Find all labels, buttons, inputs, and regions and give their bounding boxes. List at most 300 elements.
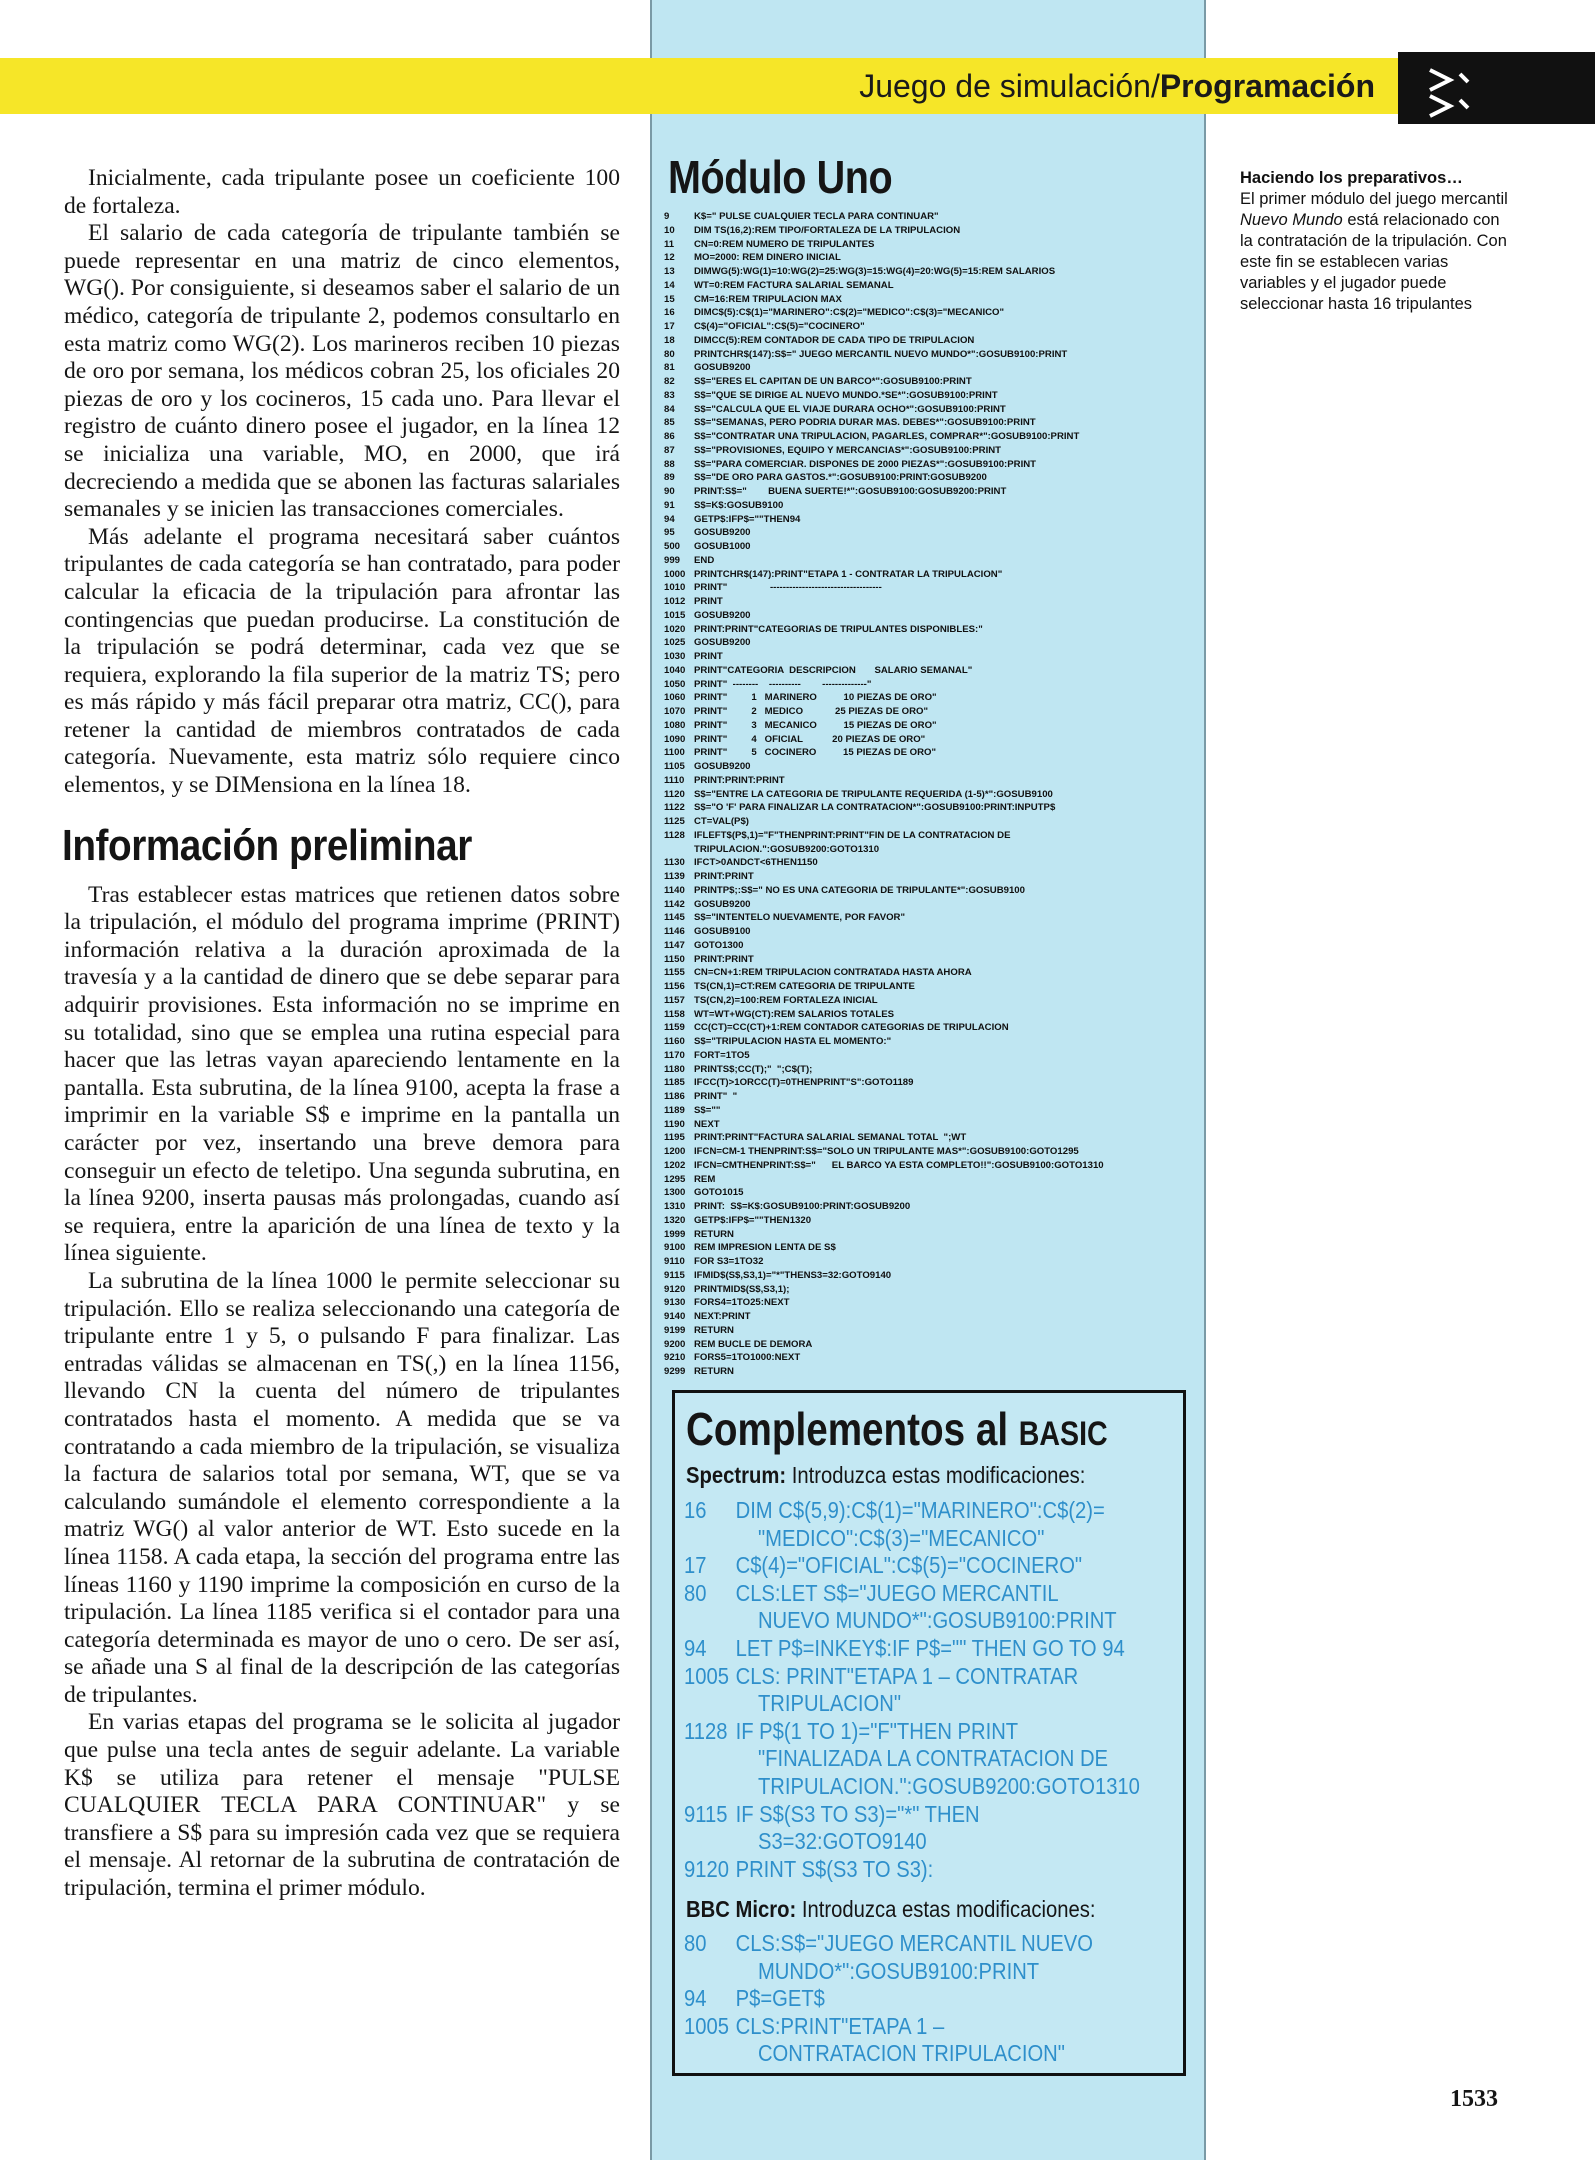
- code-line-text: S$="INTENTELO NUEVAMENTE, POR FAVOR": [694, 912, 906, 924]
- code-line: [664, 1255, 1204, 1269]
- code-line: [664, 884, 1204, 898]
- complement-code-line: [684, 1690, 901, 1718]
- code-line-number: 14: [664, 279, 675, 291]
- code-line-number: 87: [664, 444, 675, 456]
- code-line: [664, 595, 1204, 609]
- code-line: [664, 1131, 1204, 1145]
- code-line-number: 1300: [664, 1187, 686, 1199]
- code-line-text: S$="SEMANAS, PERO PODRIA DURAR MAS. DEBES*":GOSUB9100:PRINT: [694, 417, 1036, 429]
- code-line: [664, 1035, 1204, 1049]
- code-line-text: C$(4)="OFICIAL":C$(5)="COCINERO": [694, 321, 865, 332]
- code-line-number: 1145: [664, 912, 685, 924]
- complement-line-text: TRIPULACION": [757, 1690, 902, 1717]
- code-line: [664, 1214, 1204, 1228]
- panel-right-rule: [1204, 0, 1206, 2160]
- code-line: [664, 691, 1204, 705]
- code-line: [664, 760, 1204, 774]
- code-line-number: 81: [664, 362, 675, 374]
- code-line-text: FORS5=1TO1000:NEXT: [694, 1352, 801, 1364]
- code-line-number: 1012: [664, 596, 686, 607]
- code-line-text: WT=WT+WG(CT):REM SALARIOS TOTALES: [694, 1008, 895, 1020]
- code-line-number: 1105: [664, 761, 685, 772]
- code-line-number: 1170: [664, 1049, 685, 1061]
- code-line: [664, 1008, 1204, 1022]
- code-line-text: S$="": [694, 1104, 721, 1116]
- code-line: [664, 210, 1204, 224]
- code-line-number: 9: [664, 211, 670, 222]
- code-line-text: GOSUB9200: [694, 527, 751, 539]
- code-line-number: 1050: [664, 678, 686, 690]
- code-line: [664, 829, 1204, 843]
- code-line-number: 1310: [664, 1201, 686, 1212]
- code-line: [664, 1283, 1204, 1297]
- code-line-number: 1020: [664, 623, 686, 635]
- code-line-text: PRINTCHR$(147):PRINT"ETAPA 1 - CONTRATAR LA TRIPULACION": [694, 568, 1003, 580]
- complement-line-number: 80: [684, 1579, 707, 1606]
- code-line-text: GOTO1015: [694, 1187, 744, 1199]
- header-topic: Programación: [1159, 68, 1375, 104]
- code-line-text: GOSUB9200: [694, 637, 751, 649]
- code-line: [664, 1159, 1204, 1173]
- code-line: [664, 1118, 1204, 1132]
- code-line-text: GOSUB9200: [694, 761, 751, 772]
- code-line: [664, 1351, 1204, 1365]
- code-line-text: CM=16:REM TRIPULACION MAX: [694, 293, 842, 305]
- code-line: [664, 623, 1204, 637]
- complement-line-number: 9115: [684, 1800, 728, 1827]
- code-line-text: GOSUB9200: [694, 609, 751, 621]
- code-line-number: 1146: [664, 926, 685, 937]
- code-line-text: PRINT:PRINT: [694, 953, 754, 965]
- complement-code-line: [684, 1745, 1108, 1773]
- code-line: [664, 224, 1204, 238]
- code-line-text: IFCN=CM-1 THENPRINT:S$="SOLO UN TRIPULANTE MAS*":GOSUB9100:GOTO1295: [694, 1146, 1079, 1157]
- code-line: [664, 1296, 1204, 1310]
- code-line-number: 1195: [664, 1132, 685, 1144]
- code-line: [664, 1365, 1204, 1379]
- code-line: [664, 1228, 1204, 1242]
- code-line-number: 1122: [664, 802, 685, 814]
- complement-code-line: [684, 1856, 933, 1884]
- code-line: [664, 788, 1204, 802]
- code-line-text: IFMID$(S$,S3,1)="*"THENS3=32:GOTO9140: [694, 1269, 892, 1281]
- code-line-text: PRINTMID$(S$,S3,1);: [694, 1283, 790, 1295]
- code-line: [664, 705, 1204, 719]
- complement-line-number: 1005: [684, 2012, 729, 2039]
- article-paragraph: En varias etapas del programa se le solicita al jugador que pulse una tecla antes de seguir adelante. La variable K$ se utiliza para retener el mensaje "PULSE CUALQUIER TECLA PARA CONTINUAR" y se transfiere a S$ para su impresión cada vez que se requiera el mensaje. Al retornar de la subrutina de contratación de tripulación, termina el primer módulo.: [64, 1709, 620, 1902]
- code-line: [664, 568, 1204, 582]
- complement-line-text: S3=32:GOTO9140: [757, 1828, 927, 1855]
- complement-line-text: IF S$(S3 TO S3)="*" THEN: [735, 1800, 980, 1827]
- code-line-number: 11: [664, 238, 675, 250]
- article-paragraph: La subrutina de la línea 1000 le permite seleccionar su tripulación. Ello se realiza seleccionando una categoría de tripulante entre 1 y 5, o pulsando F para finalizar. Las entradas válidas se almacenan en TS(,) en la línea 1156, llevando CN la cuenta del número de tripulantes contratados hasta el momento. A medida que se va contratando a cada miembro de la tripulación, se visualiza la factura de salarios total por semana, WT, que se va calculando sumándole el elemento correspondiente a la matriz WG() al valor anterior de WT. Esto sucede en la línea 1158. A cada etapa, la sección del programa entre las líneas 1160 y 1190 imprime la composición en curso de la tripulación. La línea 1185 verifica si el contador para una categoría determinada es mayor de uno o cero. De ser así, se añade una S al final de la descripción de las categorías de tripulantes.: [64, 1267, 620, 1708]
- caption-title: Haciendo los preparativos…: [1240, 169, 1463, 187]
- code-line-number: 1159: [664, 1022, 685, 1034]
- code-line: [664, 389, 1204, 403]
- code-line-number: 1070: [664, 706, 686, 717]
- code-line: [664, 1186, 1204, 1200]
- code-line-number: 1040: [664, 664, 686, 676]
- complement-code-line: [684, 1930, 1093, 1958]
- caption-text: El primer módulo del juego mercantil: [1240, 190, 1508, 208]
- code-line-text: PRINT" 4 OFICIAL 20 PIEZAS DE ORO": [694, 733, 926, 745]
- code-line: [664, 678, 1204, 692]
- code-line: [664, 636, 1204, 650]
- code-line: [664, 1090, 1204, 1104]
- complement-line-number: 94: [684, 1635, 707, 1661]
- article-paragraph: El salario de cada categoría de tripulante también se puede representar en una matriz de cinco elementos, WG(). Por consiguiente, si deseamos saber el salario de un médico, categoría de tripulante 2, podemos consultarlo en esta matriz como WG(2). Los marineros reciben 10 piezas de oro por semana, los médicos cobran 25, los oficiales 20 piezas de oro y los cocineros, 15 cada uno. Para llevar el registro de cuánto dinero posee el jugador, en la línea 12 se inicializa una variable, MO, en 2000, que irá decreciendo a medida que se abonen las facturas salariales semanales y se inicien las transacciones comerciales.: [64, 220, 620, 523]
- code-line: [664, 293, 1204, 307]
- code-line-number: 1295: [664, 1173, 686, 1185]
- complement-line-text: CLS:PRINT"ETAPA 1 –: [735, 2012, 945, 2039]
- code-line-text: DIM TS(16,2):REM TIPO/FORTALEZA DE LA TRIPULACION: [694, 224, 961, 236]
- code-line: [664, 774, 1204, 788]
- code-line-text: PRINTS$;CC(T);" ";C$(T);: [694, 1063, 813, 1075]
- bbc-instruction: Introduzca estas modificaciones:: [796, 1896, 1096, 1922]
- code-line-number: 1110: [664, 774, 685, 786]
- code-line: [664, 980, 1204, 994]
- complement-line-text: "MEDICO":C$(3)="MECANICO": [757, 1524, 1045, 1551]
- header-title: [859, 68, 1375, 105]
- code-line-text: TS(CN,1)=CT:REM CATEGORIA DE TRIPULANTE: [694, 981, 915, 992]
- code-line-text: S$="QUE SE DIRIGE AL NUEVO MUNDO.*SE*":GOSUB9100:PRINT: [694, 389, 998, 401]
- code-line-number: 1000: [664, 568, 686, 580]
- code-line-text: FORS4=1TO25:NEXT: [694, 1297, 790, 1309]
- complement-code-line: [684, 1580, 1059, 1608]
- code-line-text: PRINT" -----------------------------------: [694, 582, 882, 594]
- article-paragraph: Tras establecer estas matrices que retienen datos sobre la tripulación, el módulo del programa imprime (PRINT) información relativa a la duración aproximada de la travesía y a la cantidad de dinero que se debe separar para adquirir provisiones. Esta información no se imprime en su totalidad, sino que se emplea una rutina especial para hacer que las letras vayan apareciendo lentamente en la pantalla. Esta subrutina, de la línea 9100, acepta la frase a imprimir en la variable S$ e imprime en la pantalla un carácter por vez, insertando una breve demora para conseguir un efecto de teletipo. Una segunda subrutina, en la línea 9200, inserta pausas más prolongadas, cuando así se requiera, entre la aparición de una línea de texto y la línea siguiente.: [64, 881, 620, 1267]
- code-line-text: GETP$:IFP$=""THEN1320: [694, 1214, 812, 1226]
- code-line: [664, 1269, 1204, 1283]
- complement-line-text: IF P$(1 TO 1)="F"THEN PRINT: [735, 1717, 1019, 1744]
- complement-code-line: [684, 1525, 1044, 1553]
- complement-line-number: 1128: [684, 1717, 728, 1744]
- code-line: [664, 430, 1204, 444]
- complements-title-basic: BASIC: [1018, 1415, 1108, 1453]
- complement-code-line: [684, 1607, 1117, 1635]
- code-line-text: S$="ENTRE LA CATEGORIA DE TRIPULANTE REQUERIDA (1-5)*":GOSUB9100: [694, 788, 1053, 800]
- code-line-number: 16: [664, 307, 675, 319]
- code-line: [664, 444, 1204, 458]
- code-line-number: 1200: [664, 1146, 686, 1157]
- code-line-number: 1010: [664, 582, 686, 594]
- code-line-text: END: [694, 554, 715, 566]
- code-line: [664, 375, 1204, 389]
- code-line-text: CN=0:REM NUMERO DE TRIPULANTES: [694, 238, 875, 250]
- code-line-text: DIMC$(5):C$(1)="MARINERO":C$(2)="MEDICO":C$(3)="MECANICO": [694, 307, 1005, 319]
- code-line: [664, 911, 1204, 925]
- code-line-number: 1139: [664, 871, 685, 882]
- code-line-number: 95: [664, 527, 675, 539]
- code-line: [664, 870, 1204, 884]
- code-line: [664, 306, 1204, 320]
- caption-text-end: está relacionado con la contratación de la tripulación. Con este fin se establecen varias variables y el jugador puede seleccionar hasta 16 tripulantes: [1240, 211, 1507, 313]
- sidebar-caption: [1240, 168, 1510, 315]
- code-line-text: CT=VAL(P$): [694, 816, 749, 827]
- complement-line-text: LET P$=INKEY$:IF P$="" THEN GO TO 94: [735, 1635, 1125, 1661]
- code-line-number: 9210: [664, 1352, 686, 1364]
- code-line: [664, 485, 1204, 499]
- code-line-number: 15: [664, 293, 675, 305]
- code-line-number: 1025: [664, 637, 686, 649]
- header-section: Juego de simulación/: [859, 68, 1160, 104]
- code-line-number: 10: [664, 224, 675, 236]
- program-listing: [664, 210, 1204, 1379]
- code-line: [664, 1338, 1204, 1352]
- spectrum-heading: [686, 1462, 1085, 1489]
- code-line-number: 9120: [664, 1283, 686, 1295]
- code-line-number: 82: [664, 376, 675, 387]
- complement-line-text: C$(4)="OFICIAL":C$(5)="COCINERO": [735, 1552, 1083, 1579]
- complement-code-line: [684, 1985, 825, 2013]
- code-line-number: 9115: [664, 1269, 685, 1281]
- code-line-text: GOSUB9200: [694, 362, 751, 374]
- code-line-text: PRINT:S$=" BUENA SUERTE!*":GOSUB9100:GOSUB9200:PRINT: [694, 486, 1007, 497]
- code-line: [664, 279, 1204, 293]
- code-line-text: PRINT:PRINT: [694, 871, 754, 882]
- code-line: [664, 733, 1204, 747]
- code-line-number: 80: [664, 348, 675, 360]
- code-line: [664, 953, 1204, 967]
- code-line: [664, 320, 1204, 334]
- complement-code-line: [684, 1828, 927, 1856]
- code-line: [664, 719, 1204, 733]
- code-line-number: 12: [664, 252, 675, 264]
- code-line-number: 90: [664, 486, 675, 497]
- code-line-number: 1155: [664, 967, 685, 979]
- code-line: [664, 664, 1204, 678]
- complement-code-line: [684, 1958, 1039, 1986]
- code-line: [664, 554, 1204, 568]
- code-line: [664, 843, 1204, 857]
- code-line: [664, 609, 1204, 623]
- code-line-number: 1130: [664, 857, 685, 869]
- article-paragraph: Inicialmente, cada tripulante posee un coeficiente 100 de fortaleza.: [64, 165, 620, 219]
- code-line: [664, 966, 1204, 980]
- code-line-text: PRINT: [694, 651, 723, 662]
- code-line-number: 1060: [664, 692, 686, 704]
- series-logo-icon: [1420, 62, 1478, 120]
- article-paragraph: Más adelante el programa necesitará saber cuántos tripulantes de cada categoría se han contratado, para poder calcular la eficacia de la tripulación para afrontar las contingencias que puedan producirse. La constitución de la tripulación se podrá determinar, cada vez que se requiera, explorando la fila superior de la matriz TS; pero es más rápido y más fácil preparar otra matriz, CC(), para retener la cantidad de miembros contratados de cada categoría. Nuevamente, esta matriz sólo requiere cinco elementos, y se DIMensiona en la línea 18.: [64, 523, 620, 799]
- code-line-text: K$=" PULSE CUALQUIER TECLA PARA CONTINUAR": [694, 211, 939, 222]
- code-line-text: IFCT>0ANDCT<6THEN1150: [694, 857, 818, 869]
- code-line-number: 1140: [664, 884, 685, 896]
- code-line-number: 9130: [664, 1297, 686, 1309]
- code-line: [664, 815, 1204, 829]
- code-line-number: 13: [664, 266, 675, 277]
- code-line-text: PRINT"CATEGORIA DESCRIPCION SALARIO SEMANAL": [694, 664, 973, 676]
- code-line-number: 84: [664, 403, 675, 415]
- code-line-text: PRINT:PRINT"CATEGORIAS DE TRIPULANTES DISPONIBLES:": [694, 623, 983, 635]
- code-line-number: 18: [664, 334, 675, 346]
- complement-code-line: [684, 1635, 1125, 1663]
- code-line-number: 500: [664, 541, 681, 552]
- code-line: [664, 1241, 1204, 1255]
- code-line-text: CN=CN+1:REM TRIPULACION CONTRATADA HASTA AHORA: [694, 967, 972, 979]
- code-line: [664, 1310, 1204, 1324]
- code-line-text: TRIPULACION.":GOSUB9200:GOTO1310: [694, 843, 880, 855]
- code-line-text: TS(CN,2)=100:REM FORTALEZA INICIAL: [694, 994, 878, 1006]
- code-line: [664, 513, 1204, 527]
- spectrum-instruction: Introduzca estas modificaciones:: [786, 1462, 1086, 1488]
- code-line-number: 1189: [664, 1104, 685, 1116]
- bbc-label: BBC Micro:: [686, 1896, 797, 1922]
- code-line-number: 9200: [664, 1338, 686, 1350]
- complement-line-text: MUNDO*":GOSUB9100:PRINT: [757, 1957, 1040, 1984]
- code-line-text: IFLEFT$(P$,1)="F"THENPRINT:PRINT"FIN DE LA CONTRATACION DE: [694, 829, 1011, 841]
- code-line-number: 1150: [664, 953, 685, 965]
- code-line: [664, 416, 1204, 430]
- code-line-number: 9140: [664, 1311, 686, 1322]
- code-line: [664, 334, 1204, 348]
- complement-line-text: CLS:LET S$="JUEGO MERCANTIL: [735, 1579, 1059, 1606]
- code-line-text: PRINT: [694, 596, 723, 607]
- code-line-number: 1156: [664, 981, 685, 992]
- complement-line-text: CLS:S$="JUEGO MERCANTIL NUEVO: [735, 1930, 1093, 1956]
- code-line-number: 86: [664, 431, 675, 442]
- code-line-number: 1186: [664, 1091, 685, 1102]
- code-line-text: S$="TRIPULACION HASTA EL MOMENTO:": [694, 1036, 892, 1047]
- code-line: [664, 1104, 1204, 1118]
- code-line-text: PRINT" 5 COCINERO 15 PIEZAS DE ORO": [694, 747, 937, 759]
- code-line-number: 1320: [664, 1214, 686, 1226]
- code-line-text: RETURN: [694, 1366, 734, 1377]
- code-line-text: FOR S3=1TO32: [694, 1256, 764, 1267]
- code-line-text: REM BUCLE DE DEMORA: [694, 1338, 813, 1350]
- code-line-text: GOTO1300: [694, 939, 744, 951]
- panel-left-rule: [650, 0, 652, 2160]
- code-line-text: REM: [694, 1173, 716, 1185]
- code-line: [664, 801, 1204, 815]
- code-line-text: PRINT" -------- ---------- --------------": [694, 678, 872, 690]
- code-line-text: PRINTCHR$(147):S$=" JUEGO MERCANTIL NUEVO MUNDO*":GOSUB9100:PRINT: [694, 348, 1068, 360]
- complement-line-number: 80: [684, 1930, 707, 1956]
- complement-line-number: 16: [684, 1497, 707, 1523]
- code-line-number: 1100: [664, 747, 685, 759]
- complement-code-line: [684, 1773, 1140, 1801]
- code-line-text: DIMWG(5):WG(1)=10:WG(2)=25:WG(3)=15:WG(4)=20:WG(5)=15:REM SALARIOS: [694, 266, 1056, 277]
- code-line-number: 89: [664, 472, 675, 484]
- code-line: [664, 746, 1204, 760]
- caption-game-name: Nuevo Mundo: [1240, 211, 1343, 229]
- complements-title-text: Complementos al: [686, 1403, 1009, 1455]
- code-line-text: PRINT" ": [694, 1091, 738, 1102]
- page-number: 1533: [1450, 2086, 1498, 2112]
- code-line: [664, 265, 1204, 279]
- module-title: Módulo Uno: [668, 151, 893, 203]
- code-line: [664, 581, 1204, 595]
- complement-code-line: [684, 1801, 980, 1829]
- code-line: [664, 403, 1204, 417]
- code-line-text: GOSUB9100: [694, 926, 751, 937]
- code-line-text: GOSUB9200: [694, 898, 751, 910]
- code-line-number: 1120: [664, 788, 685, 800]
- code-line-text: NEXT:PRINT: [694, 1311, 751, 1322]
- code-line-number: 1090: [664, 733, 686, 745]
- code-line: [664, 471, 1204, 485]
- code-line-text: DIMCC(5):REM CONTADOR DE CADA TIPO DE TRIPULACION: [694, 334, 975, 346]
- complement-line-number: 94: [684, 1985, 707, 2012]
- code-line: [664, 650, 1204, 664]
- code-line: [664, 939, 1204, 953]
- code-line-text: S$="PARA COMERCIAR. DISPONES DE 2000 PIEZAS*":GOSUB9100:PRINT: [694, 458, 1037, 470]
- complement-line-text: CLS: PRINT"ETAPA 1 – CONTRATAR: [735, 1662, 1079, 1689]
- complement-line-text: "FINALIZADA LA CONTRATACION DE: [757, 1745, 1109, 1772]
- code-line-text: S$="PROVISIONES, EQUIPO Y MERCANCIAS*":GOSUB9100:PRINT: [694, 444, 1002, 456]
- code-line-number: 17: [664, 321, 675, 332]
- code-line-number: 1142: [664, 898, 685, 910]
- bbc-heading: [686, 1896, 1095, 1923]
- complement-code-line: [684, 2040, 1065, 2068]
- code-line-text: MO=2000: REM DINERO INICIAL: [694, 252, 841, 264]
- code-line-number: 94: [664, 513, 675, 525]
- complement-line-number: 1005: [684, 1662, 729, 1689]
- complement-line-text: NUEVO MUNDO*":GOSUB9100:PRINT: [757, 1607, 1117, 1634]
- code-line-number: 9110: [664, 1256, 685, 1267]
- code-line-text: S$="DE ORO PARA GASTOS.*":GOSUB9100:PRINT:GOSUB9200: [694, 472, 987, 484]
- code-line-text: WT=0:REM FACTURA SALARIAL SEMANAL: [694, 279, 894, 291]
- code-line: [664, 1076, 1204, 1090]
- code-line-text: S$="O 'F' PARA FINALIZAR LA CONTRATACION*":GOSUB9100:PRINT:INPUTP$: [694, 802, 1056, 814]
- code-line: [664, 925, 1204, 939]
- code-line-text: CC(CT)=CC(CT)+1:REM CONTADOR CATEGORIAS DE TRIPULACION: [694, 1022, 1009, 1034]
- code-line-number: 1030: [664, 651, 686, 662]
- code-line: [664, 238, 1204, 252]
- code-line-number: 1999: [664, 1228, 686, 1240]
- article-column: [64, 165, 620, 1903]
- complement-line-number: 9120: [684, 1855, 729, 1882]
- code-line-text: S$=K$:GOSUB9100: [694, 499, 784, 511]
- complement-line-number: 17: [684, 1552, 707, 1579]
- code-line-number: 1202: [664, 1159, 686, 1171]
- code-line-number: 1160: [664, 1036, 685, 1047]
- code-line-number: 1128: [664, 829, 685, 841]
- code-line-text: S$="ERES EL CAPITAN DE UN BARCO*":GOSUB9100:PRINT: [694, 376, 972, 387]
- code-line-number: 83: [664, 389, 675, 401]
- complements-title: [686, 1402, 1108, 1456]
- code-line: [664, 251, 1204, 265]
- code-line-text: IFCC(T)>1ORCC(T)=0THENPRINT"S":GOTO1189: [694, 1077, 914, 1089]
- code-line: [664, 540, 1204, 554]
- code-line-number: 999: [664, 554, 681, 566]
- code-line: [664, 1063, 1204, 1077]
- code-line-text: S$="CONTRATAR UNA TRIPULACION, PAGARLES, COMPRAR*":GOSUB9100:PRINT: [694, 431, 1080, 442]
- code-line: [664, 1145, 1204, 1159]
- code-line: [664, 499, 1204, 513]
- complement-code-line: [684, 1552, 1082, 1580]
- complement-code-line: [684, 1718, 1018, 1746]
- code-line: [664, 526, 1204, 540]
- code-line-number: 1125: [664, 816, 685, 827]
- code-line-text: S$="CALCULA QUE EL VIAJE DURARA OCHO*":GOSUB9100:PRINT: [694, 403, 1006, 415]
- code-line-number: 9100: [664, 1242, 686, 1254]
- code-line: [664, 1173, 1204, 1187]
- complement-line-text: P$=GET$: [735, 1985, 825, 2012]
- code-line: [664, 1200, 1204, 1214]
- section-heading: Información preliminar: [62, 820, 472, 870]
- code-line-text: PRINT: S$=K$:GOSUB9100:PRINT:GOSUB9200: [694, 1201, 911, 1212]
- code-line-text: PRINT" 3 MECANICO 15 PIEZAS DE ORO": [694, 719, 937, 731]
- complement-line-text: DIM C$(5,9):C$(1)="MARINERO":C$(2)=: [735, 1497, 1105, 1523]
- code-line: [664, 898, 1204, 912]
- code-line-number: 1157: [664, 994, 685, 1006]
- code-line-number: 1015: [664, 609, 686, 621]
- code-line-text: GETP$:IFP$=""THEN94: [694, 513, 801, 525]
- code-line: [664, 994, 1204, 1008]
- complement-line-text: TRIPULACION.":GOSUB9200:GOTO1310: [757, 1773, 1140, 1799]
- code-line-number: 1190: [664, 1118, 685, 1130]
- complement-code-line: [684, 2013, 944, 2041]
